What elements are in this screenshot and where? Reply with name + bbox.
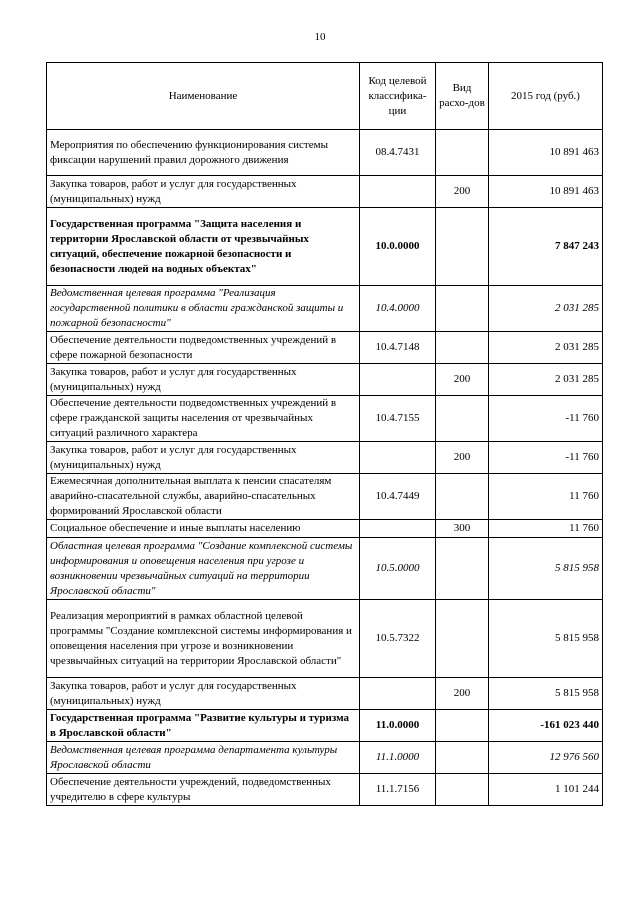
header-name: Наименование [47,63,360,130]
row-amount-cell: 10 891 463 [489,176,603,208]
table-row [47,520,603,538]
header-vid: Вид расхо-дов [436,63,489,130]
row-name-cell: Обеспечение деятельности подведомственных учреждений в сфере пожарной безопасности [47,332,360,364]
row-vid-cell [436,130,489,176]
table-header-row [47,63,603,130]
row-vid-cell [436,774,489,806]
row-name-cell: Реализация мероприятий в рамках областной целевой программы "Создание комплексной системы информирования и оповещения населения при угрозе и возникновении чрезвычайных ситуаций на территории Ярославской области" [47,600,360,678]
row-name-cell: Государственная программа "Развитие культуры и туризма в Ярославской области" [47,710,360,742]
header-code: Код целевой классифика-ции [360,63,436,130]
row-amount-cell: -11 760 [489,442,603,474]
row-amount-cell: 7 847 243 [489,208,603,286]
row-vid-cell [436,332,489,364]
row-code-cell: 10.0.0000 [360,208,436,286]
row-code-cell [360,176,436,208]
row-vid-cell [436,742,489,774]
row-code-cell: 10.4.0000 [360,286,436,332]
row-amount-cell: -11 760 [489,396,603,442]
table-row [47,742,603,774]
row-amount-cell: 2 031 285 [489,286,603,332]
table-row [47,538,603,600]
row-code-cell: 10.4.7148 [360,332,436,364]
row-code-cell: 10.5.0000 [360,538,436,600]
row-name-cell: Закупка товаров, работ и услуг для государственных (муниципальных) нужд [47,678,360,710]
row-name-cell: Обеспечение деятельности подведомственных учреждений в сфере гражданской защиты населения от чрезвычайных ситуаций различного характера [47,396,360,442]
row-amount-cell: 2 031 285 [489,364,603,396]
row-code-cell: 10.5.7322 [360,600,436,678]
table-row [47,474,603,520]
row-code-cell: 11.1.7156 [360,774,436,806]
row-name-cell: Ведомственная целевая программа департамента культуры Ярославской области [47,742,360,774]
row-code-cell [360,364,436,396]
row-amount-cell: 1 101 244 [489,774,603,806]
row-code-cell [360,520,436,538]
row-code-cell: 10.4.7155 [360,396,436,442]
table-body [47,130,603,806]
row-vid-cell [436,474,489,520]
row-code-cell [360,678,436,710]
row-name-cell: Обеспечение деятельности учреждений, подведомственных учредителю в сфере культуры [47,774,360,806]
table-row [47,208,603,286]
row-name-cell: Ведомственная целевая программа "Реализация государственной политики в области гражданской защиты и пожарной безопасности" [47,286,360,332]
row-name-cell: Социальное обеспечение и иные выплаты населению [47,520,360,538]
row-amount-cell: 10 891 463 [489,130,603,176]
row-code-cell: 11.0.0000 [360,710,436,742]
header-amount: 2015 год (руб.) [489,63,603,130]
table-row [47,678,603,710]
row-amount-cell: 5 815 958 [489,600,603,678]
row-name-cell: Закупка товаров, работ и услуг для государственных (муниципальных) нужд [47,176,360,208]
table-row [47,332,603,364]
row-amount-cell: -161 023 440 [489,710,603,742]
row-vid-cell [436,710,489,742]
row-code-cell: 11.1.0000 [360,742,436,774]
table-row [47,396,603,442]
row-vid-cell [436,396,489,442]
row-vid-cell [436,600,489,678]
row-vid-cell [436,208,489,286]
row-name-cell: Ежемесячная дополнительная выплата к пенсии спасателям аварийно-спасательной службы, аварийно-спасательных формирований Ярославской области [47,474,360,520]
row-code-cell: 10.4.7449 [360,474,436,520]
table-row [47,364,603,396]
row-name-cell: Областная целевая программа "Создание комплексной системы информирования и оповещения населения при угрозе и возникновении чрезвычайных ситуаций на территории Ярославской области" [47,538,360,600]
table-row [47,286,603,332]
table-row [47,710,603,742]
row-vid-cell [436,538,489,600]
row-name-cell: Мероприятия по обеспечению функционирования системы фиксации нарушений правил дорожного движения [47,130,360,176]
budget-table [46,62,603,806]
page-number: 10 [314,31,326,43]
row-vid-cell: 200 [436,442,489,474]
row-amount-cell: 11 760 [489,474,603,520]
row-amount-cell: 11 760 [489,520,603,538]
row-vid-cell: 200 [436,364,489,396]
row-amount-cell: 2 031 285 [489,332,603,364]
row-name-cell: Государственная программа "Защита населения и территории Ярославской области от чрезвычайных ситуаций, обеспечение пожарной безопасности и безопасности людей на водных объектах" [47,208,360,286]
row-vid-cell: 200 [436,678,489,710]
row-amount-cell: 12 976 560 [489,742,603,774]
row-vid-cell [436,286,489,332]
table-row [47,600,603,678]
row-code-cell: 08.4.7431 [360,130,436,176]
table-row [47,130,603,176]
table-row [47,774,603,806]
row-name-cell: Закупка товаров, работ и услуг для государственных (муниципальных) нужд [47,364,360,396]
row-vid-cell: 200 [436,176,489,208]
row-amount-cell: 5 815 958 [489,538,603,600]
row-code-cell [360,442,436,474]
table-row [47,442,603,474]
row-name-cell: Закупка товаров, работ и услуг для государственных (муниципальных) нужд [47,442,360,474]
table-row [47,176,603,208]
row-vid-cell: 300 [436,520,489,538]
row-amount-cell: 5 815 958 [489,678,603,710]
